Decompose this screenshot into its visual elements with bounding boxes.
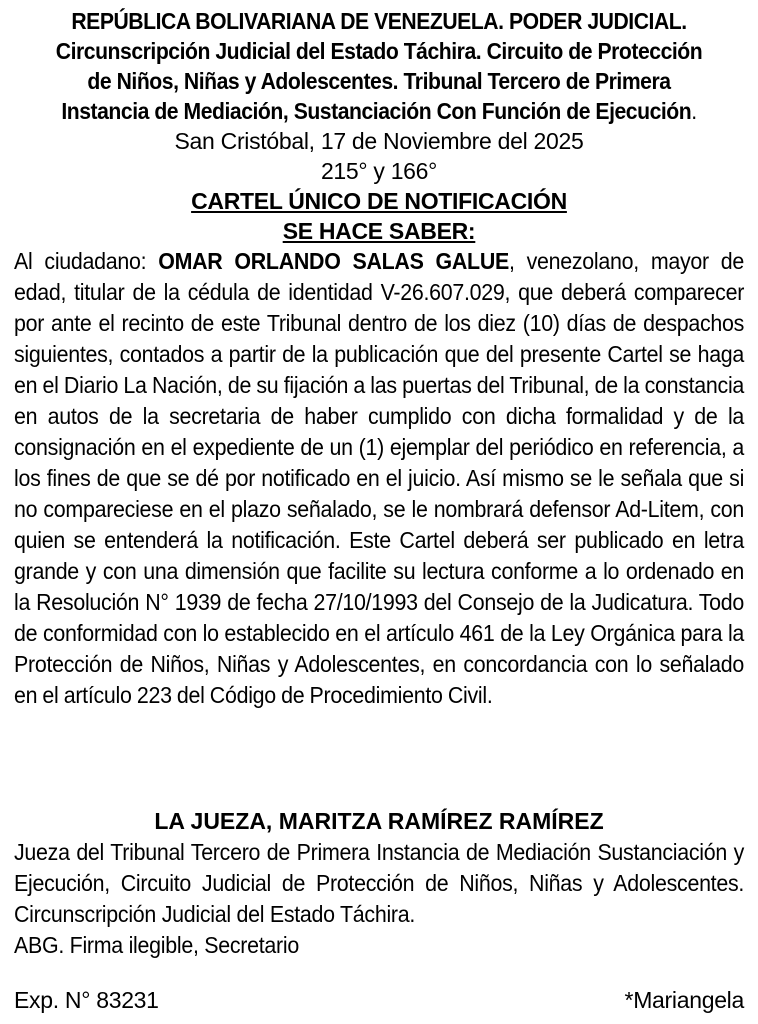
header-line-4-period: .	[691, 98, 697, 124]
place-date: San Cristóbal, 17 de Noviembre del 2025	[174, 128, 584, 154]
body-text: , venezolano, mayor de edad, titular de la cédula de identidad V-26.607.029, que deberá comparecer por ante el recinto de este Tribunal dentro de los diez (10) días de despachos siguientes, contados a partir de la publicación que del presente Cartel se haga en el Diario La Nación, de su fijación a las puertas del Tribunal, de la constancia en autos de la secretaria de haber cumplido con dicha formalidad y de la consignación en el expediente de un (1) ejemplar del periódico en referencia, a los fines de que se dé por notificado en el juicio. Así mismo se le señala que si no compareciese en el plazo señalado, se le nombrará defensor Ad-Litem, con quien se entenderá la notificación. Este Cartel deberá ser publicado en letra grande y con una dimensión que facilite su lectura conforme a lo ordenado en la Resolución N° 1939 de fecha 27/10/1993 del Consejo de la Judicatura. Todo de conformidad con lo establecido en el artículo 461 de la Ley Orgánica para la Protección de Niños, Niñas y Adolescentes, en concordancia con lo señalado en el artículo 223 del Código de Procedimiento Civil.	[14, 248, 745, 708]
notice-body	[14, 246, 744, 806]
header-line-3: de Niños, Niñas y Adolescentes. Tribunal Tercero de Primera	[87, 68, 671, 94]
header-line-4	[28, 96, 729, 126]
secretary-line: ABG. Firma ilegible, Secretario	[14, 932, 299, 958]
author-tag: *Mariangela	[624, 987, 744, 1013]
recipient-name: OMAR ORLANDO SALAS GALUE	[158, 248, 510, 274]
years: 215° y 166°	[320, 158, 438, 184]
judge-signature: LA JUEZA, MARITZA RAMÍREZ RAMÍREZ	[154, 808, 604, 834]
judge-role: Jueza del Tribunal Tercero de Primera Instancia de Mediación Sustanciación y Ejecución, Circuito Judicial de Protección de Niños, Niñas y Adolescentes. Circunscripción Judicial del Estado Táchira.	[14, 839, 745, 927]
body-lead: Al ciudadano:	[14, 248, 159, 274]
header-line-4-text: Instancia de Mediación, Sustanciación Con Función de Ejecución	[61, 98, 692, 124]
court-header	[28, 6, 729, 126]
header-line-1: REPÚBLICA BOLIVARIANA DE VENEZUELA. PODER JUDICIAL.	[71, 8, 687, 34]
file-number: Exp. N° 83231	[14, 987, 159, 1013]
footer	[14, 985, 744, 1016]
notice-subtitle: SE HACE SABER:	[282, 218, 476, 244]
notice-title: CARTEL ÚNICO DE NOTIFICACIÓN	[191, 188, 567, 214]
header-line-2: Circunscripción Judicial del Estado Táchira. Circuito de Protección	[55, 38, 703, 64]
